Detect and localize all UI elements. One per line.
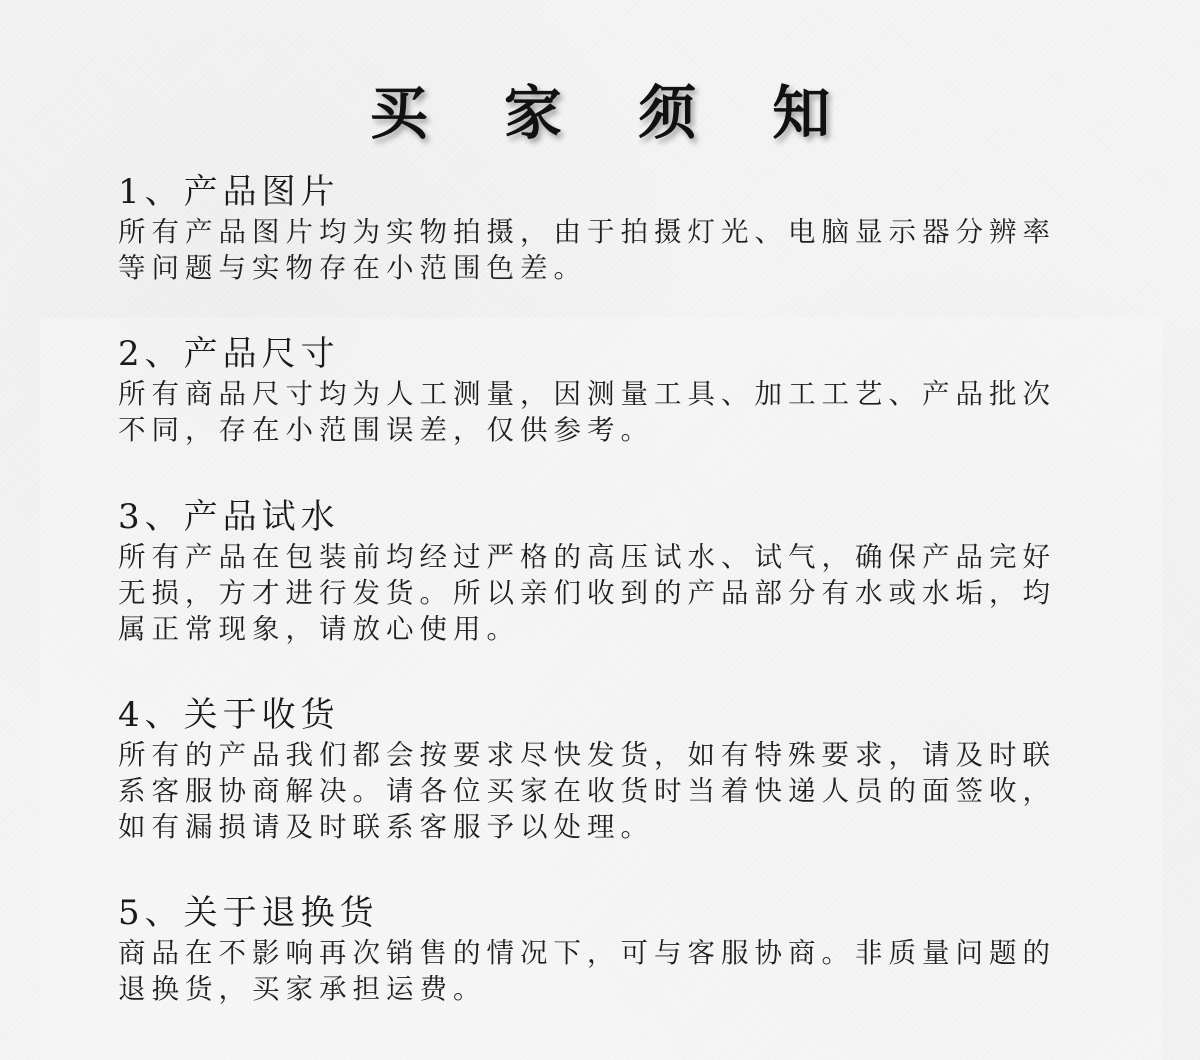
page-title: 买 家 须 知 <box>369 78 859 147</box>
notice-section-product-images <box>118 172 1078 286</box>
section-body: 所有产品在包装前均经过严格的高压试水、试气，确保产品完好无损，方才进行发货。所以亲们收到的产品部分有水或水垢，均属正常现象，请放心使用。 <box>118 541 1056 645</box>
section-heading: 3、产品试水 <box>118 497 340 537</box>
notice-section-receiving <box>118 695 1078 845</box>
notice-section-returns <box>118 893 1078 1007</box>
section-body: 所有产品图片均为实物拍摄，由于拍摄灯光、电脑显示器分辨率等问题与实物存在小范围色差。 <box>118 216 1056 284</box>
section-body: 所有的产品我们都会按要求尽快发货，如有特殊要求，请及时联系客服协商解决。请各位买家在收货时当着快递人员的面签收，如有漏损请及时联系客服予以处理。 <box>118 739 1056 843</box>
section-body: 所有商品尺寸均为人工测量，因测量工具、加工工艺、产品批次不同，存在小范围误差，仅供参考。 <box>118 378 1056 446</box>
section-heading: 4、关于收货 <box>118 695 340 735</box>
section-heading: 2、产品尺寸 <box>118 334 340 374</box>
notice-section-water-test <box>118 497 1078 647</box>
notice-section-product-size <box>118 334 1078 448</box>
section-heading: 1、产品图片 <box>118 172 340 212</box>
section-heading: 5、关于退换货 <box>118 893 379 933</box>
section-body: 商品在不影响再次销售的情况下，可与客服协商。非质量问题的退换货，买家承担运费。 <box>118 937 1056 1005</box>
